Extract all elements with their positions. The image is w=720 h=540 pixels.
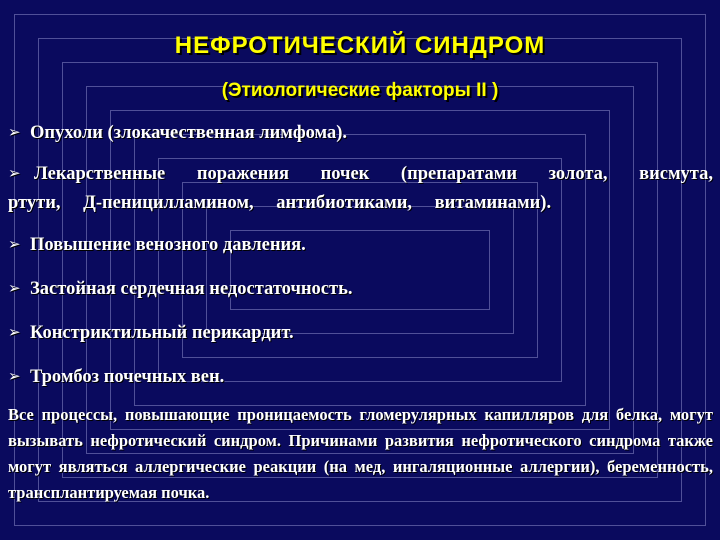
bullet-text: Опухоли (злокачественная лимфома). [30,123,348,143]
summary-paragraph: Все процессы, повышающие проницаемость гломерулярных капилляров для белка, могут вызывать нефротический синдром. Причинами развития нефротического синдрома также могут являться аллергические реакции (на мед, ингаляционные аллергии), беременность, трансплантируемая почка. [8,405,713,502]
bullet-text: Констриктильный перикардит. [30,323,294,343]
bullet-item [8,118,713,148]
arrowhead-bullet-icon: ➢ [8,367,21,385]
arrowhead-bullet-icon: ➢ [8,164,21,182]
bullet-item [8,362,713,392]
arrowhead-bullet-icon: ➢ [8,123,21,141]
arrowhead-bullet-icon: ➢ [8,279,21,297]
arrowhead-bullet-icon: ➢ [8,235,21,253]
bullet-item [8,159,713,218]
arrowhead-bullet-icon: ➢ [8,323,21,341]
slide-subtitle: (Этиологические факторы II ) [221,80,499,101]
bullet-text: Застойная сердечная недостаточность. [30,279,353,299]
bullet-text: Лекарственные поражения почек (препаратами золота, висмута, ртути, Д-пеницилламином, антибиотиками, витаминами). [8,164,713,213]
bullet-text: Повышение венозного давления. [30,235,306,255]
bullet-text: Тромбоз почечных вен. [30,367,225,387]
bullet-item [8,274,713,304]
slide-content [8,118,713,523]
bullet-item [8,318,713,348]
slide-title: НЕФРОТИЧЕСКИЙ СИНДРОМ [174,32,546,59]
bullet-item [8,230,713,260]
